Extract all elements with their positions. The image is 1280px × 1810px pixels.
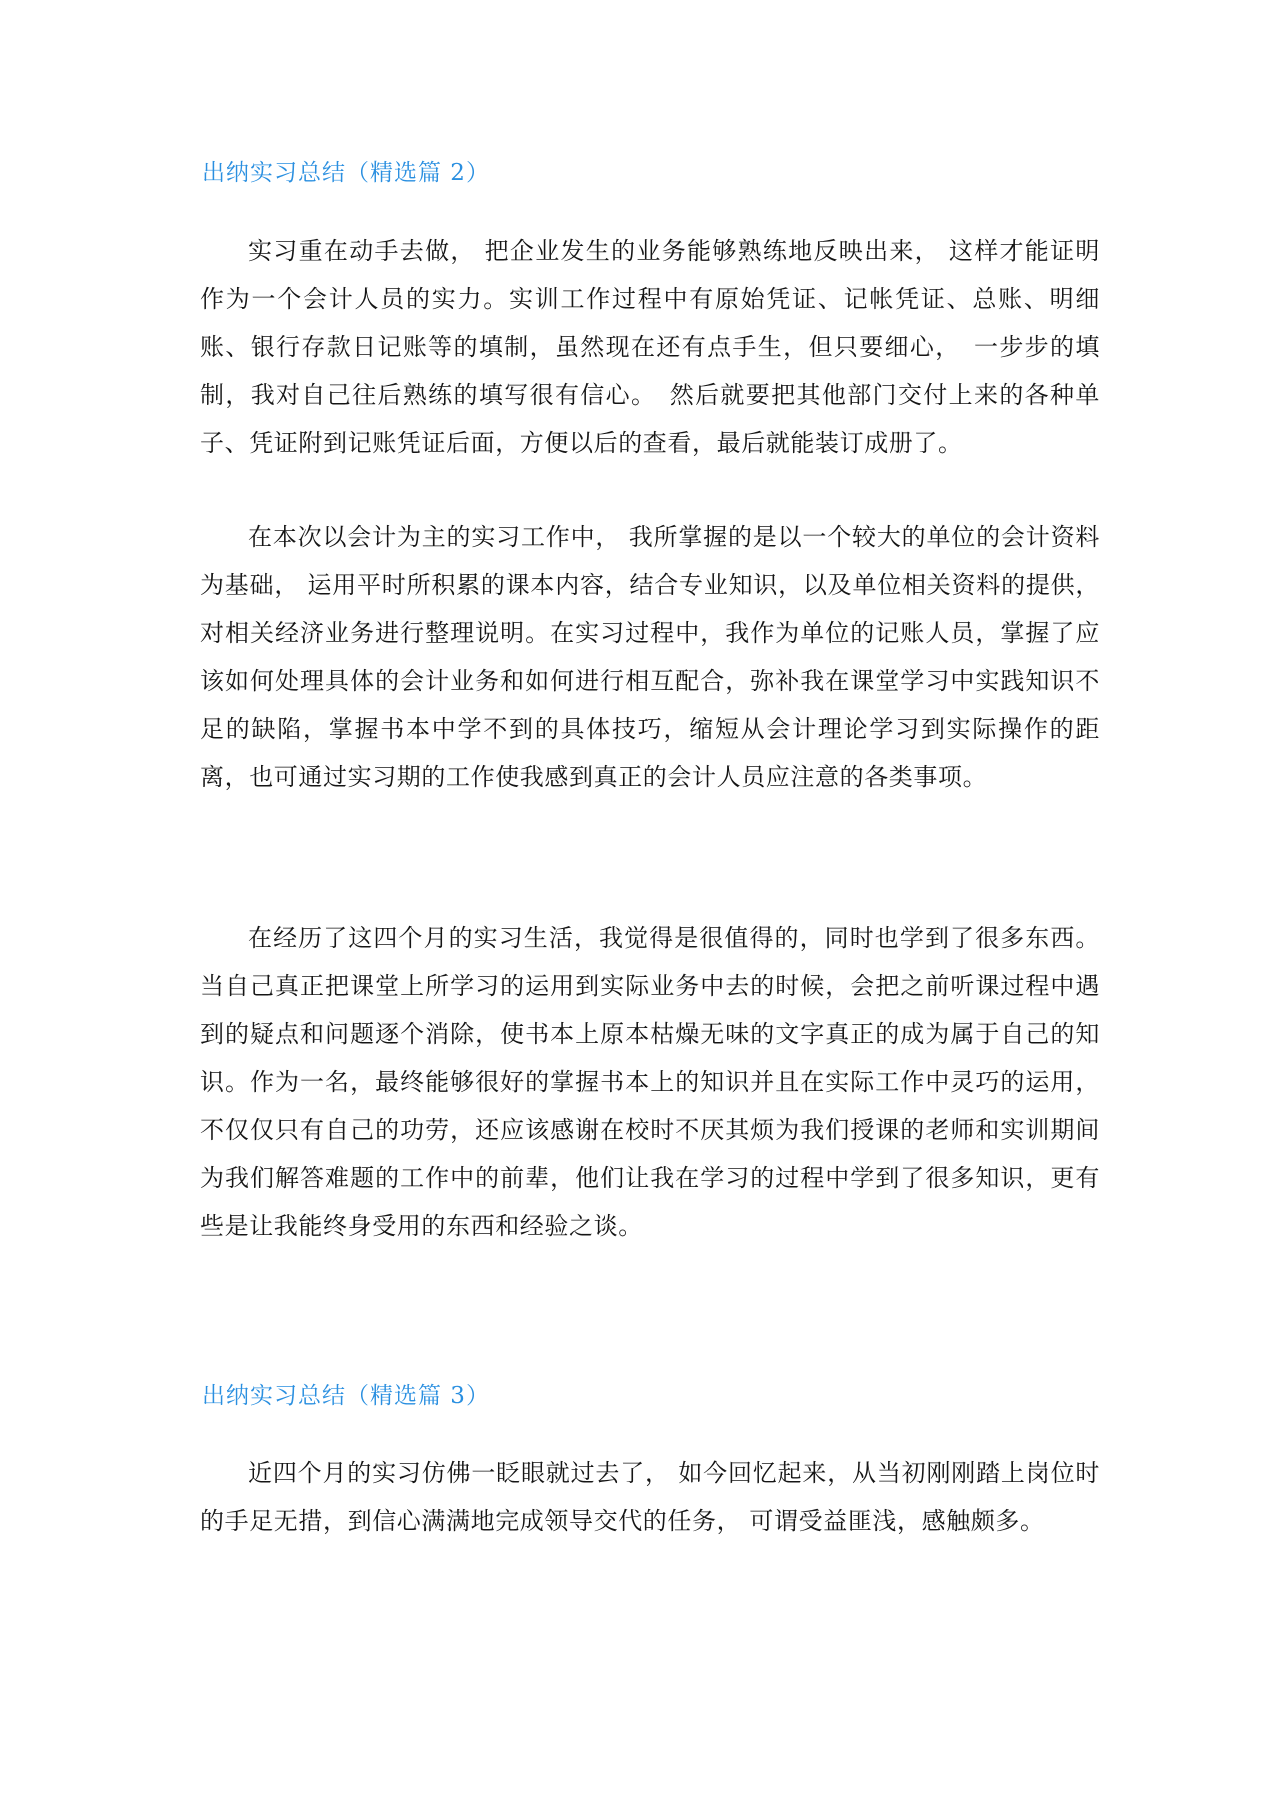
paragraph-3-1: 近四个月的实习仿佛一眨眼就过去了， 如今回忆起来，从当初刚刚踏上岗位时的手足无措，到信心满满地完成领导交代的任务， 可谓受益匪浅，感触颇多。 bbox=[200, 1459, 1100, 1535]
paragraph-2-1: 实习重在动手去做， 把企业发生的业务能够熟练地反映出来， 这样才能证明作为一个会计人员的实力。实训工作过程中有原始凭证、记帐凭证、总账、明细账、银行存款日记账等的填制，虽然现在还有点手生，但只要细心， 一步步的填制，我对自己往后熟练的填写很有信心。 然后就要把其他部门交付上来的各种单子、凭证附到记账凭证后面，方便以后的查看，最后就能装订成册了。 bbox=[200, 237, 1100, 457]
paragraph-2-2: 在本次以会计为主的实习工作中， 我所掌握的是以一个较大的单位的会计资料为基础， 运用平时所积累的课本内容，结合专业知识，以及单位相关资料的提供，对相关经济业务进行整理说明。在实习过程中，我作为单位的记账人员，掌握了应该如何处理具体的会计业务和如何进行相互配合，弥补我在课堂学习中实践知识不足的缺陷，掌握书本中学不到的具体技巧，缩短从会计理论学习到实际操作的距离，也可通过实习期的工作使我感到真正的会计人员应注意的各类事项。 bbox=[200, 523, 1100, 791]
section-heading-2: 出纳实习总结（精选篇 2） bbox=[202, 160, 490, 186]
section-heading-3: 出纳实习总结（精选篇 3） bbox=[202, 1383, 490, 1409]
paragraph-2-3: 在经历了这四个月的实习生活，我觉得是很值得的，同时也学到了很多东西。当自己真正把课堂上所学习的运用到实际业务中去的时候，会把之前听课过程中遇到的疑点和问题逐个消除，使书本上原本枯燥无味的文字真正的成为属于自己的知识。作为一名，最终能够很好的掌握书本上的知识并且在实际工作中灵巧的运用， 不仅仅只有自己的功劳，还应该感谢在校时不厌其烦为我们授课的老师和实训期间为我们解答难题的工作中的前辈，他们让我在学习的过程中学到了很多知识，更有些是让我能终身受用的东西和经验之谈。 bbox=[200, 924, 1100, 1240]
